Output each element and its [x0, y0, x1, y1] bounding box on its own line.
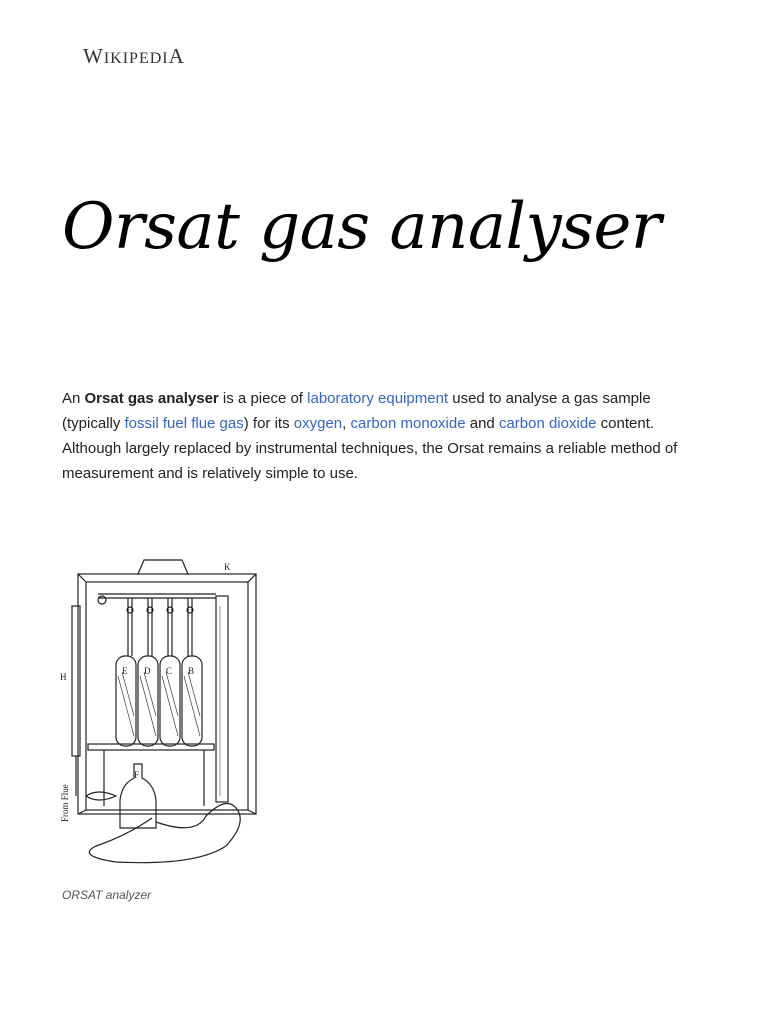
label-c: C	[166, 666, 173, 676]
link-carbon-dioxide[interactable]: carbon dioxide	[498, 415, 597, 432]
label-d: D	[144, 666, 151, 676]
intro-text: content. Although largely replaced by instrumental techniques, the Orsat remains a reliable method of measurement and is relatively simple to use.	[62, 415, 678, 482]
label-k: K	[224, 562, 231, 572]
label-h: H	[60, 672, 67, 682]
label-b: B	[188, 666, 195, 676]
label-from-flue: From Flue	[60, 784, 70, 822]
link-laboratory-equipment[interactable]: laboratory equipment	[307, 390, 449, 407]
label-e: E	[122, 666, 128, 676]
logo-middle: IKIPEDI	[103, 50, 169, 67]
intro-text: An	[62, 390, 85, 407]
intro-text: ,	[342, 415, 351, 432]
figure-caption: ORSAT analyzer	[62, 888, 152, 902]
page-title: Orsat gas analyser	[62, 190, 661, 264]
intro-text: and	[465, 415, 499, 432]
logo-first-letter: W	[83, 44, 104, 68]
intro-paragraph	[62, 386, 712, 486]
link-oxygen[interactable]: oxygen	[293, 415, 343, 432]
orsat-analyzer-figure[interactable]	[56, 556, 266, 870]
wikipedia-logo[interactable]	[83, 44, 185, 69]
intro-text: ) for its	[243, 415, 294, 432]
link-fossil-fuel-flue-gas[interactable]: fossil fuel flue gas	[124, 415, 244, 432]
label-f: F	[134, 770, 140, 780]
intro-text: is a piece of	[218, 390, 308, 407]
orsat-apparatus-drawing	[56, 556, 266, 870]
link-carbon-monoxide[interactable]: carbon monoxide	[350, 415, 466, 432]
logo-last-letter: A	[168, 44, 185, 68]
intro-text: used to analyse a gas sample (typically	[62, 390, 651, 432]
bold-term: Orsat gas analyser	[84, 390, 219, 407]
